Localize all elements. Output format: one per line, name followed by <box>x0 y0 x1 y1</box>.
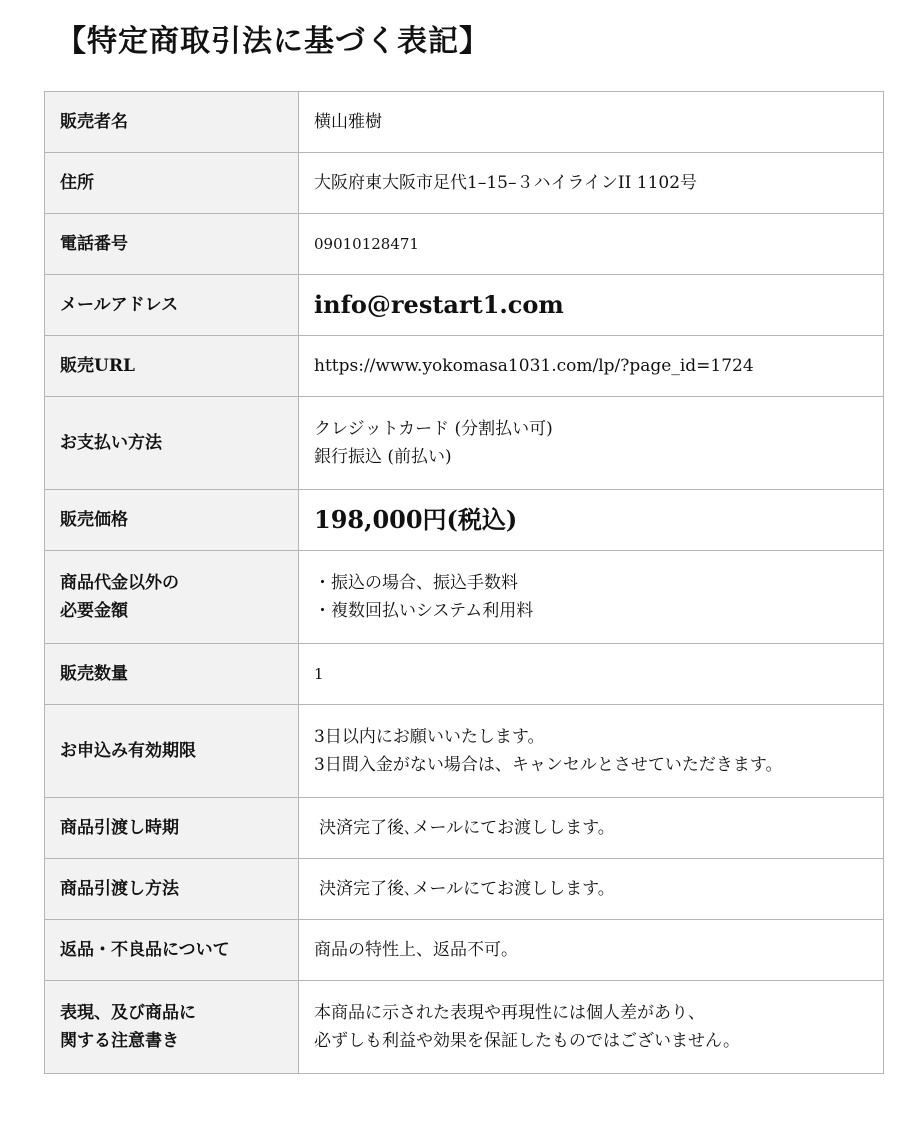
row-label: 販売数量 <box>45 644 299 705</box>
row-label: お支払い方法 <box>45 397 299 490</box>
row-label: 電話番号 <box>45 214 299 275</box>
table-row-delivery-method <box>45 859 884 920</box>
row-value: 09010128471 <box>299 214 884 275</box>
table-row-phone <box>45 214 884 275</box>
row-value: 本商品に示された表現や再現性には個人差があり、 必ずしも利益や効果を保証したものではございません。 <box>299 981 884 1074</box>
row-value: 横山雅樹 <box>299 92 884 153</box>
row-value: 1 <box>299 644 884 705</box>
row-label: 住所 <box>45 153 299 214</box>
table-row-payment-method <box>45 397 884 490</box>
row-value: ・振込の場合、振込手数料 ・複数回払いシステム利用料 <box>299 551 884 644</box>
row-value <box>299 336 884 397</box>
table-row-price <box>45 490 884 551</box>
table-row-quantity <box>45 644 884 705</box>
page-title: 【特定商取引法に基づく表記】 <box>56 24 490 59</box>
row-value: 商品の特性上、返品不可。 <box>299 920 884 981</box>
table-row-disclaimer <box>45 981 884 1074</box>
legal-notice-table <box>44 91 884 1074</box>
table-row-seller-name <box>45 92 884 153</box>
row-label: 商品引渡し方法 <box>45 859 299 920</box>
table-row-sales-url <box>45 336 884 397</box>
table-row-additional-fees <box>45 551 884 644</box>
row-label: お申込み有効期限 <box>45 705 299 798</box>
row-label: 表現、及び商品に 関する注意書き <box>45 981 299 1074</box>
row-label: 商品引渡し時期 <box>45 798 299 859</box>
table-row-email <box>45 275 884 336</box>
row-label: 販売者名 <box>45 92 299 153</box>
row-value: 決済完了後､メールにてお渡しします。 <box>299 798 884 859</box>
table-row-application-deadline <box>45 705 884 798</box>
row-value: 大阪府東大阪市足代1–15–３ハイラインII 1102号 <box>299 153 884 214</box>
row-value: 3日以内にお願いいたします。 3日間入金がない場合は、キャンセルとさせていただきます。 <box>299 705 884 798</box>
email-link[interactable]: info@restart1.com <box>314 290 564 319</box>
row-label: 返品・不良品について <box>45 920 299 981</box>
table-row-address <box>45 153 884 214</box>
row-label: 商品代金以外の 必要金額 <box>45 551 299 644</box>
row-value <box>299 275 884 336</box>
row-label: 販売価格 <box>45 490 299 551</box>
row-value: 198,000円(税込) <box>299 490 884 551</box>
sales-url-link[interactable]: https://www.yokomasa1031.com/lp/?page_id=1724 <box>314 356 754 376</box>
row-value: クレジットカード (分割払い可) 銀行振込 (前払い) <box>299 397 884 490</box>
table-row-delivery-timing <box>45 798 884 859</box>
row-value: 決済完了後､メールにてお渡しします。 <box>299 859 884 920</box>
row-label: メールアドレス <box>45 275 299 336</box>
table-row-returns <box>45 920 884 981</box>
row-label: 販売URL <box>45 336 299 397</box>
